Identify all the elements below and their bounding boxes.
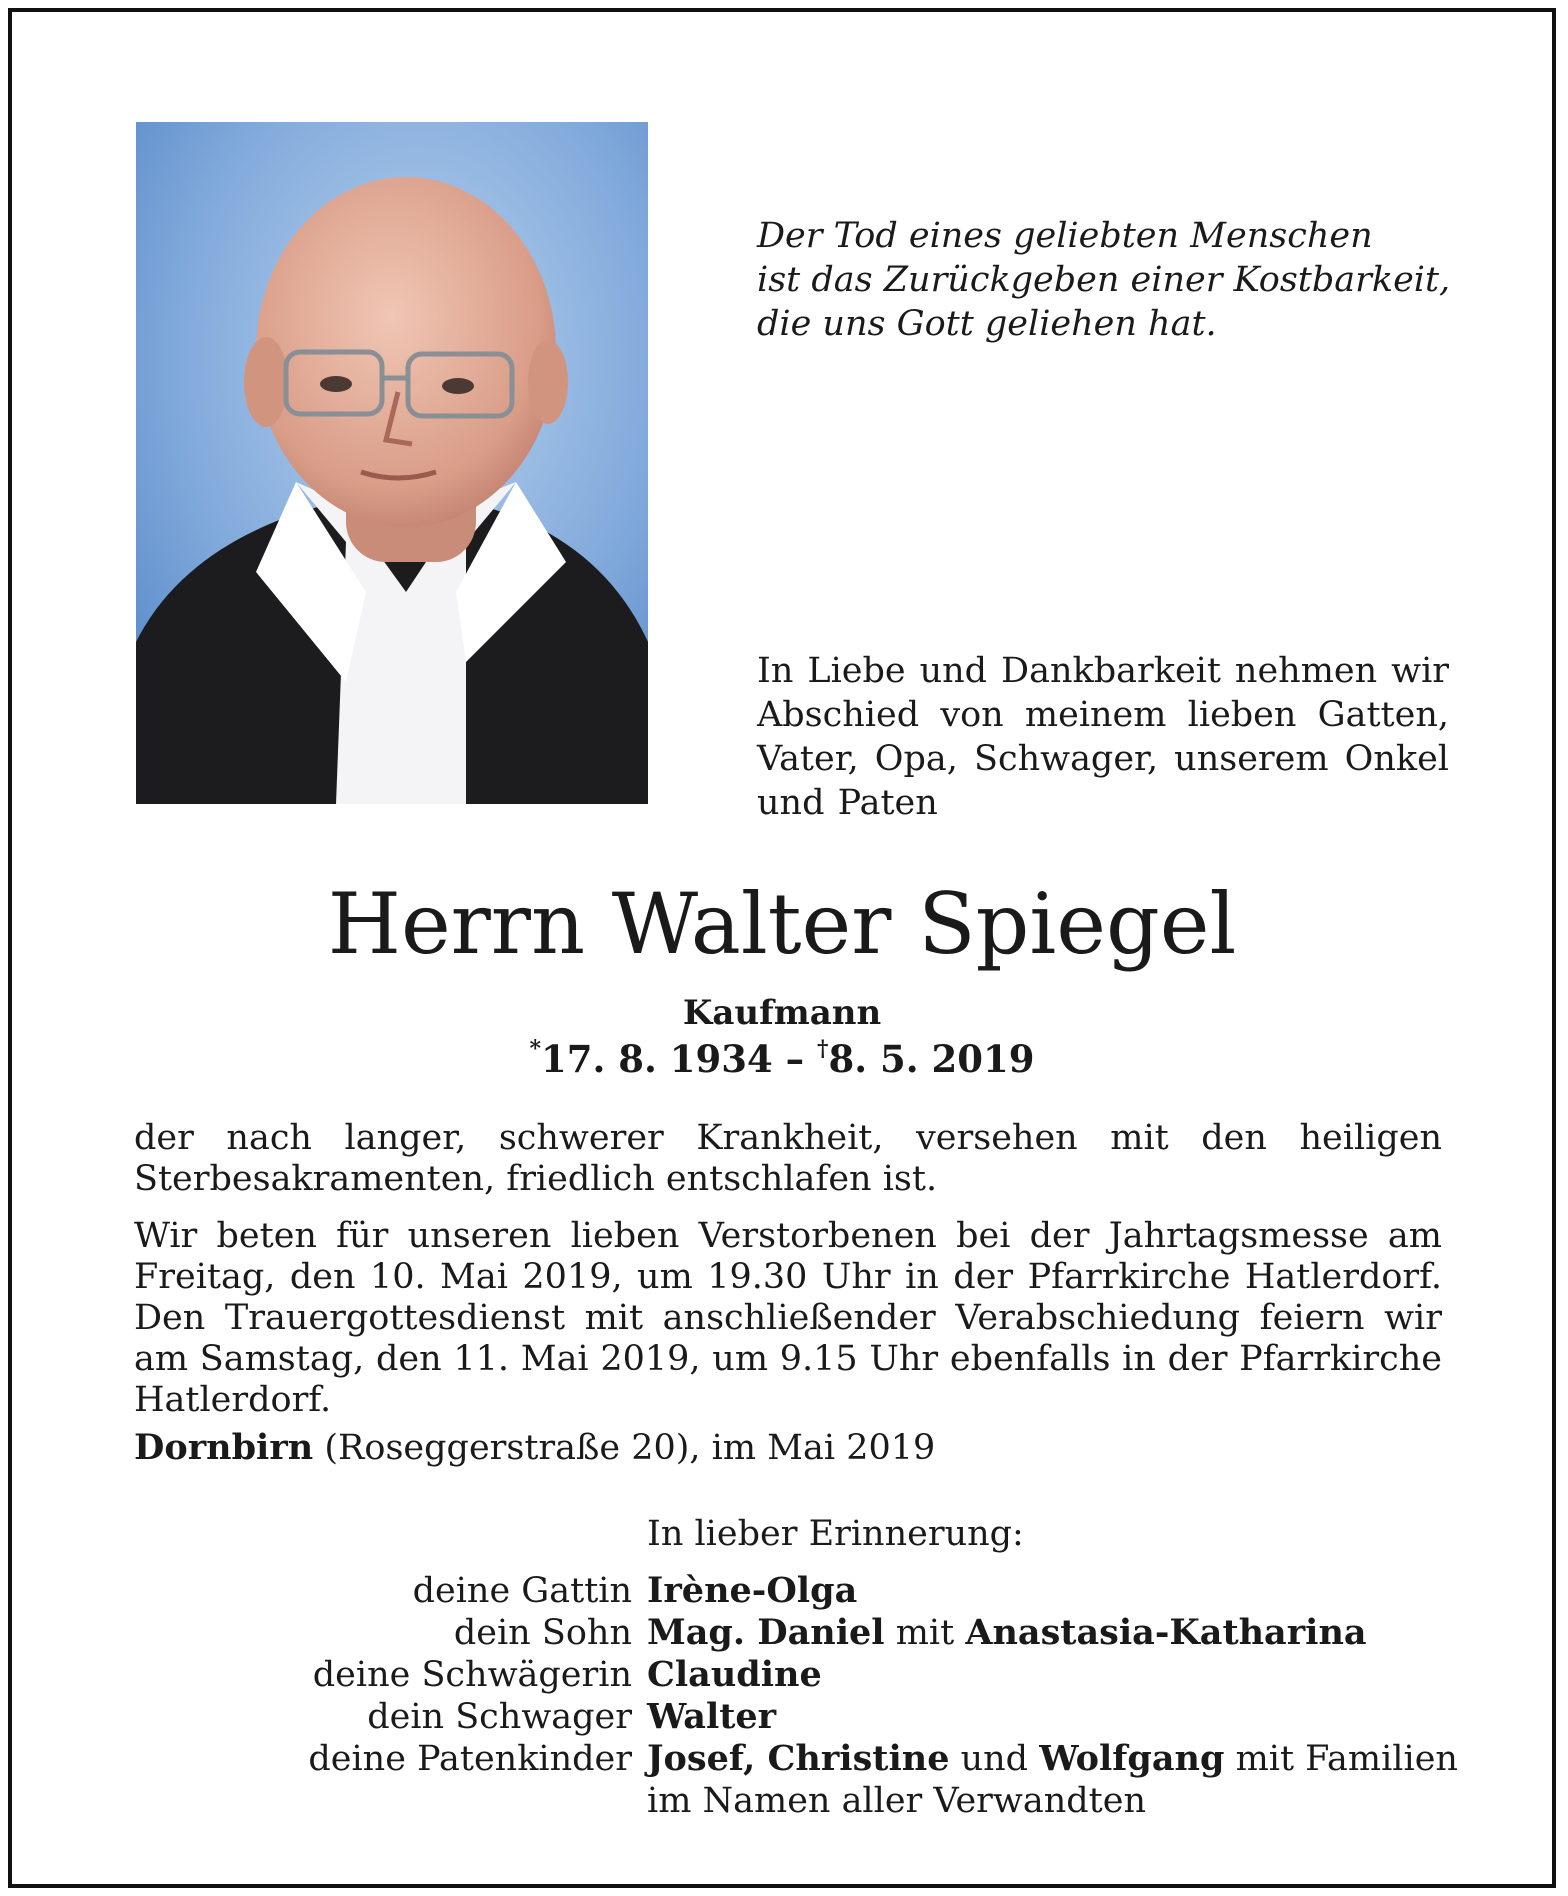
relative-row [134,1654,1464,1696]
relative-label: dein Sohn [453,1613,632,1653]
relative-label: deine Gattin [412,1571,632,1611]
relative-name: Walter [647,1696,777,1737]
birth-date: 17. 8. 1934 [540,1037,773,1081]
relative-connector: mit [884,1613,966,1653]
relative-label: dein Schwager [367,1697,632,1737]
place-city: Dornbirn [134,1427,314,1468]
death-symbol: † [817,1036,829,1062]
relative-names [647,1696,776,1738]
relative-names [647,1780,1146,1822]
relative-names [647,1738,1458,1780]
relative-connector: im Namen aller Verwandten [647,1781,1146,1821]
relative-names [647,1570,857,1612]
quote-line: ist das Zurückgeben einer Kostbarkeit, [757,260,1451,300]
portrait-icon [136,122,648,804]
relative-label: deine Patenkinder [308,1739,632,1779]
relative-row [134,1696,1464,1738]
relative-row [134,1738,1464,1780]
death-date: 8. 5. 2019 [828,1037,1035,1081]
relative-connector: und [949,1739,1040,1779]
life-dates [12,1036,1552,1082]
relatives-list [134,1570,1464,1822]
intro-text: In Liebe und Dankbarkeit nehmen wir Abschied von meinem lieben Gatten, Vater, Opa, Schwager, unserem Onkel und Paten [757,651,1449,823]
place-date [134,1426,935,1470]
relative-name: Wolfgang [1039,1738,1225,1779]
deceased-name: Herrn Walter Spiegel [327,875,1237,973]
relative-name: Josef, Christine [647,1738,950,1779]
relative-name: Anastasia-Katharina [965,1612,1367,1653]
relative-row [134,1570,1464,1612]
relative-name: Irène-Olga [647,1570,858,1611]
paragraph-services: Wir beten für unseren lieben Verstorbenen bei der Jahrtagsmesse am Freitag, den 10. Mai 2019, um 19.30 Uhr in der Pfarrkirche Hatlerdorf. Den Trauergottesdienst mit anschließender Verabschiedung feiern wir am Samstag, den 11. Mai 2019, um 9.15 Uhr ebenfalls in der Pfarrkirche Hatlerdorf. [134,1216,1442,1420]
paragraph-passing: der nach langer, schwerer Krankheit, versehen mit den heiligen Sterbesakramenten, friedlich entschlafen ist. [134,1118,1442,1199]
quote-line: die uns Gott geliehen hat. [757,304,1217,344]
obituary-frame [8,8,1556,1888]
relative-name: Claudine [647,1654,822,1695]
date-separator: – [772,1037,817,1081]
portrait-photo [136,122,648,804]
relative-label [134,1780,647,1822]
quote [757,214,1477,346]
birth-symbol: * [529,1036,541,1062]
relative-row [134,1612,1464,1654]
occupation: Kaufmann [682,993,882,1033]
relative-name: Mag. Daniel [647,1612,885,1653]
memory-heading: In lieber Erinnerung: [647,1514,1024,1554]
relative-names [647,1612,1367,1654]
place-address-date: (Roseggerstraße 20), im Mai 2019 [313,1428,936,1468]
relative-connector: mit Familien [1224,1739,1458,1779]
quote-line: Der Tod eines geliebten Menschen [757,216,1373,256]
relative-names [647,1654,822,1696]
relative-label: deine Schwägerin [312,1655,632,1695]
relative-row [134,1780,1464,1822]
